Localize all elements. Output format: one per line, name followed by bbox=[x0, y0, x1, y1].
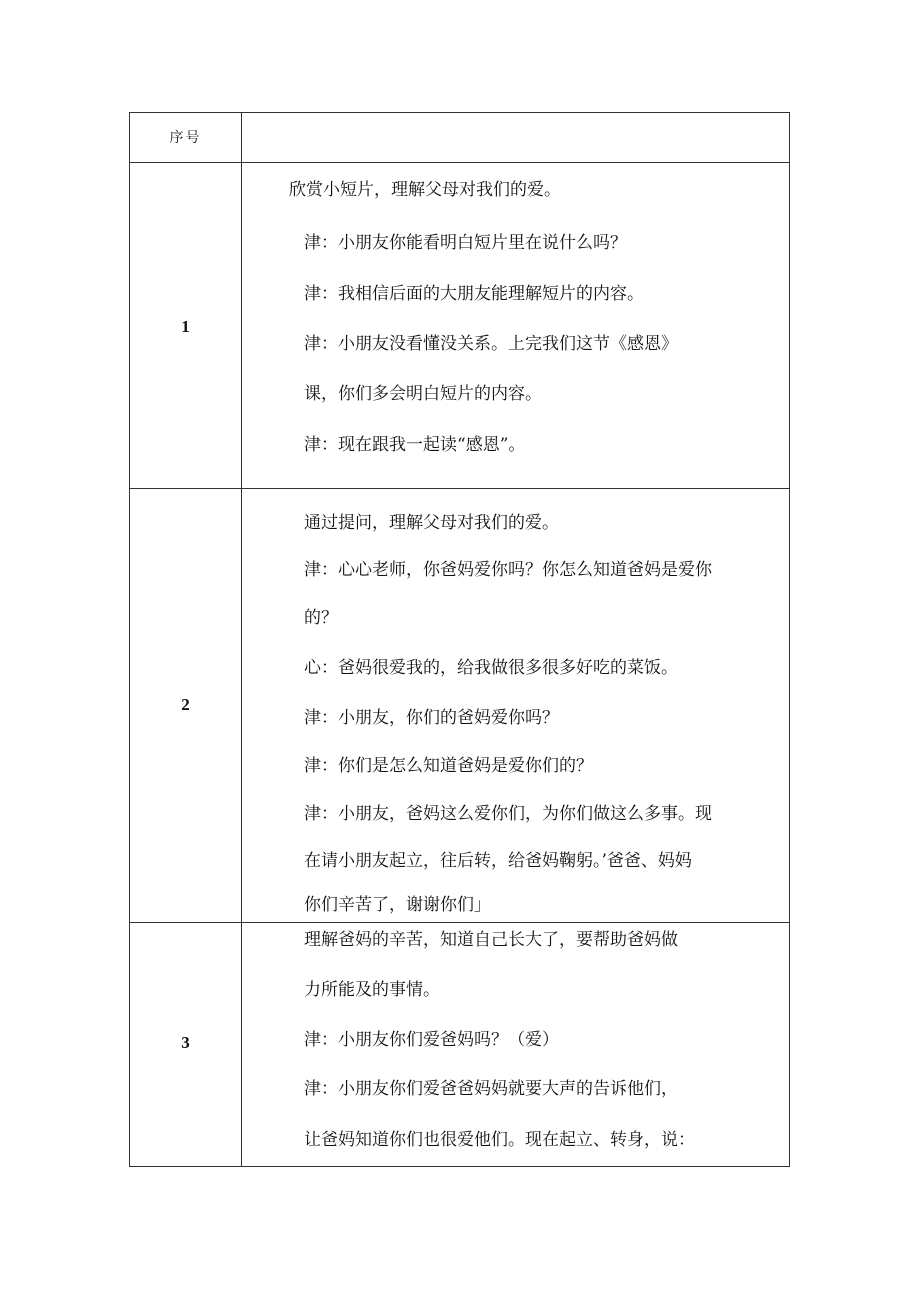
content-line: 津：小朋友你们爱爸妈吗？（爱） bbox=[304, 1030, 559, 1050]
row-content bbox=[242, 163, 790, 488]
row-content bbox=[242, 923, 790, 1166]
content-line: 津：小朋友，爸妈这么爱你们，为你们做这么多事。现 bbox=[304, 804, 712, 824]
content-line: 力所能及的事情。 bbox=[304, 980, 440, 1000]
content-line: 津：小朋友，你们的爸妈爱你吗？ bbox=[304, 708, 559, 728]
content-line: 津：心心老师，你爸妈爱你吗？你怎么知道爸妈是爱你 bbox=[304, 560, 712, 580]
lesson-table bbox=[129, 112, 790, 1167]
content-line: 津：小朋友你们爱爸爸妈妈就要大声的告诉他们， bbox=[304, 1079, 678, 1099]
content-line: 你们辛苦了，谢谢你们」 bbox=[304, 895, 491, 915]
content-line: 课，你们多会明白短片的内容。 bbox=[304, 384, 542, 404]
header-index-label: 序号 bbox=[169, 130, 202, 146]
content-line: 通过提问，理解父母对我们的爱。 bbox=[304, 513, 559, 533]
row-number: 1 bbox=[181, 317, 190, 336]
content-line: 让爸妈知道你们也很爱他们。现在起立、转身，说： bbox=[304, 1130, 695, 1150]
content-line: 津：现在跟我一起读“感恩”。 bbox=[304, 435, 526, 455]
header-content-label bbox=[242, 113, 790, 163]
content-line: 的？ bbox=[304, 608, 338, 628]
content-line: 在请小朋友起立，往后转，给爸妈鞠躬。’爸爸、妈妈 bbox=[304, 851, 692, 871]
content-line: 津：小朋友你能看明白短片里在说什么吗？ bbox=[304, 233, 627, 253]
content-line: 津：我相信后面的大朋友能理解短片的内容。 bbox=[304, 284, 644, 304]
content-line: 心：爸妈很爱我的，给我做很多很多好吃的菜饭。 bbox=[304, 658, 678, 678]
row-number: 3 bbox=[181, 1033, 190, 1052]
row-number: 2 bbox=[181, 695, 190, 714]
content-line: 欣赏小短片，理解父母对我们的爱。 bbox=[289, 180, 561, 200]
row-content bbox=[242, 489, 790, 922]
content-line: 津：小朋友没看懂没关系。上完我们这节《感恩》 bbox=[304, 334, 678, 354]
content-line: 津：你们是怎么知道爸妈是爱你们的？ bbox=[304, 756, 593, 776]
content-line: 理解爸妈的辛苦，知道自己长大了，要帮助爸妈做 bbox=[304, 930, 678, 950]
